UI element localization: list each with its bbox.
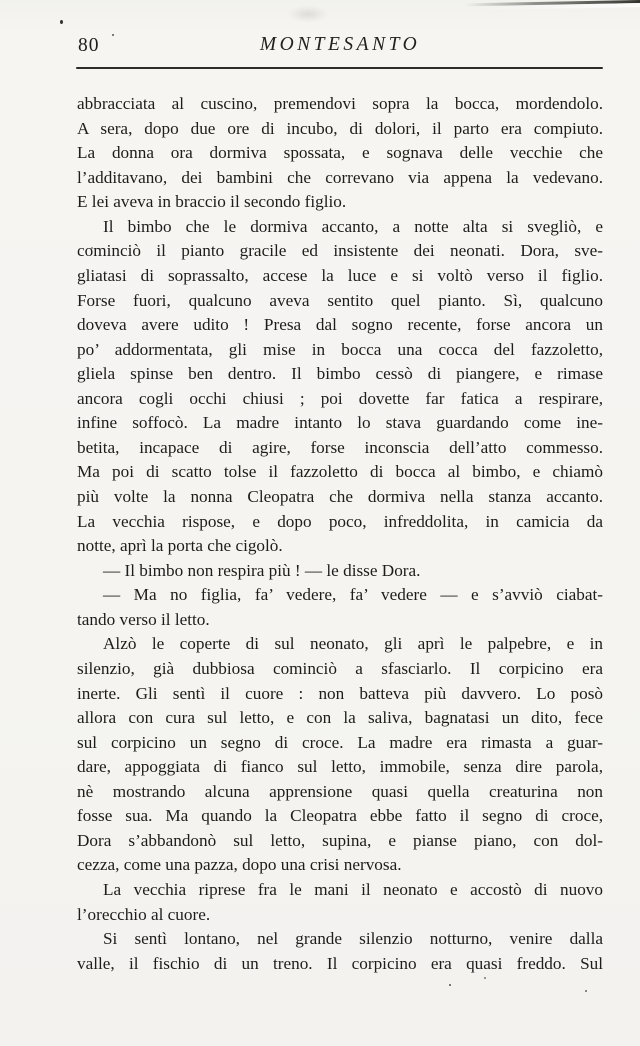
- body-text: [77, 92, 603, 976]
- scan-speck: [449, 984, 451, 986]
- text-line: cezza, come una pazza, dopo una crisi nervosa.: [77, 855, 402, 875]
- scan-speck: [60, 20, 63, 24]
- text-line: Ma poi di scatto tolse il fazzoletto di bocca al bimbo, e chiamò: [77, 462, 603, 482]
- text-line: betita, incapace di agire, forse inconscia dell’atto commesso.: [77, 437, 603, 457]
- text-line: fosse sua. Ma quando la Cleopatra ebbe fatto il segno di croce,: [77, 806, 603, 826]
- text-line: notte, aprì la porta che cigolò.: [77, 536, 283, 556]
- text-line: tando verso il letto.: [77, 609, 210, 629]
- text-line: La vecchia rispose, e dopo poco, infreddolita, in camicia da: [77, 511, 603, 531]
- scan-speck: [484, 977, 486, 979]
- text-line: E lei aveva in braccio il secondo figlio.: [77, 192, 347, 212]
- text-line: Dora s’abbandonò sul letto, supina, e pianse piano, con dol-: [77, 830, 603, 850]
- scan-speck: [585, 990, 587, 992]
- text-line: allora con cura sul letto, e con la saliva, bagnatasi un dito, fece: [77, 708, 603, 728]
- text-line: Il bimbo che le dormiva accanto, a notte alta si svegliò, e: [103, 216, 603, 236]
- text-line: — Il bimbo non respira più ! — le disse Dora.: [103, 560, 421, 580]
- header-rule: [76, 67, 603, 69]
- scan-smudge: [288, 6, 328, 22]
- text-line: gliela spinse ben dentro. Il bimbo cessò di piangere, e rimase: [77, 364, 603, 384]
- text-line: più volte la nonna Cleopatra che dormiva nella stanza accanto.: [77, 487, 603, 506]
- text-line: valle, il fischio di un treno. Il corpicino era quasi freddo. Sul: [77, 953, 603, 973]
- text-line: dare, appoggiata di fianco sul letto, immobile, senza dire parola,: [77, 757, 603, 777]
- text-line: Forse fuori, qualcuno aveva sentito quel pianto. Sì, qualcuno: [77, 290, 603, 310]
- text-line: doveva avere udito ! Presa dal sogno recente, forse ancora un: [77, 315, 603, 335]
- text-line: sul corpicino un segno di croce. La madre era rimasta a guar-: [77, 732, 603, 752]
- text-line: Alzò le coperte di sul neonato, gli aprì le palpebre, e in: [103, 634, 603, 654]
- text-line: nè mostrando alcuna apprensione quasi quella creaturina non: [77, 781, 603, 801]
- text-line: infine soffocò. La madre intanto lo stava guardando come ine-: [77, 413, 603, 433]
- text-line: La vecchia riprese fra le mani il neonato e accostò di nuovo: [103, 880, 603, 899]
- text-line: po’ addormentata, gli mise in bocca una cocca del fazzoletto,: [77, 339, 603, 359]
- text-line: A sera, dopo due ore di incubo, di dolori, il parto era compiuto.: [77, 118, 603, 138]
- running-head-title: MONTESANTO: [259, 34, 421, 55]
- text-line: l’additavano, dei bambini che correvano via appena la vedevano.: [77, 167, 603, 187]
- text-line: ancora cogli occhi chiusi ; poi dovette far fatica a respirare,: [77, 388, 603, 408]
- text-line: — Ma no figlia, fa’ vedere, fa’ vedere — e s’avviò ciabat-: [103, 585, 603, 605]
- text-line: cominciò il pianto gracile ed insistente dei neonati. Dora, sve-: [77, 241, 603, 261]
- page-number: 80: [78, 35, 100, 56]
- text-line: silenzio, già dubbiosa cominciò a sfasciarlo. Il corpicino era: [77, 658, 603, 678]
- page-header: [77, 34, 603, 58]
- text-line: Si sentì lontano, nel grande silenzio notturno, venire dalla: [103, 929, 603, 949]
- text-line: abbracciata al cuscino, premendovi sopra la bocca, mordendolo.: [77, 94, 603, 113]
- text-line: gliatasi di soprassalto, accese la luce e si voltò verso il figlio.: [77, 265, 603, 285]
- text-line: l’orecchio al cuore.: [77, 904, 211, 924]
- text-line: inerte. Gli sentì il cuore : non batteva più davvero. Lo posò: [77, 683, 603, 703]
- text-line: La donna ora dormiva spossata, e sognava delle vecchie che: [77, 143, 603, 163]
